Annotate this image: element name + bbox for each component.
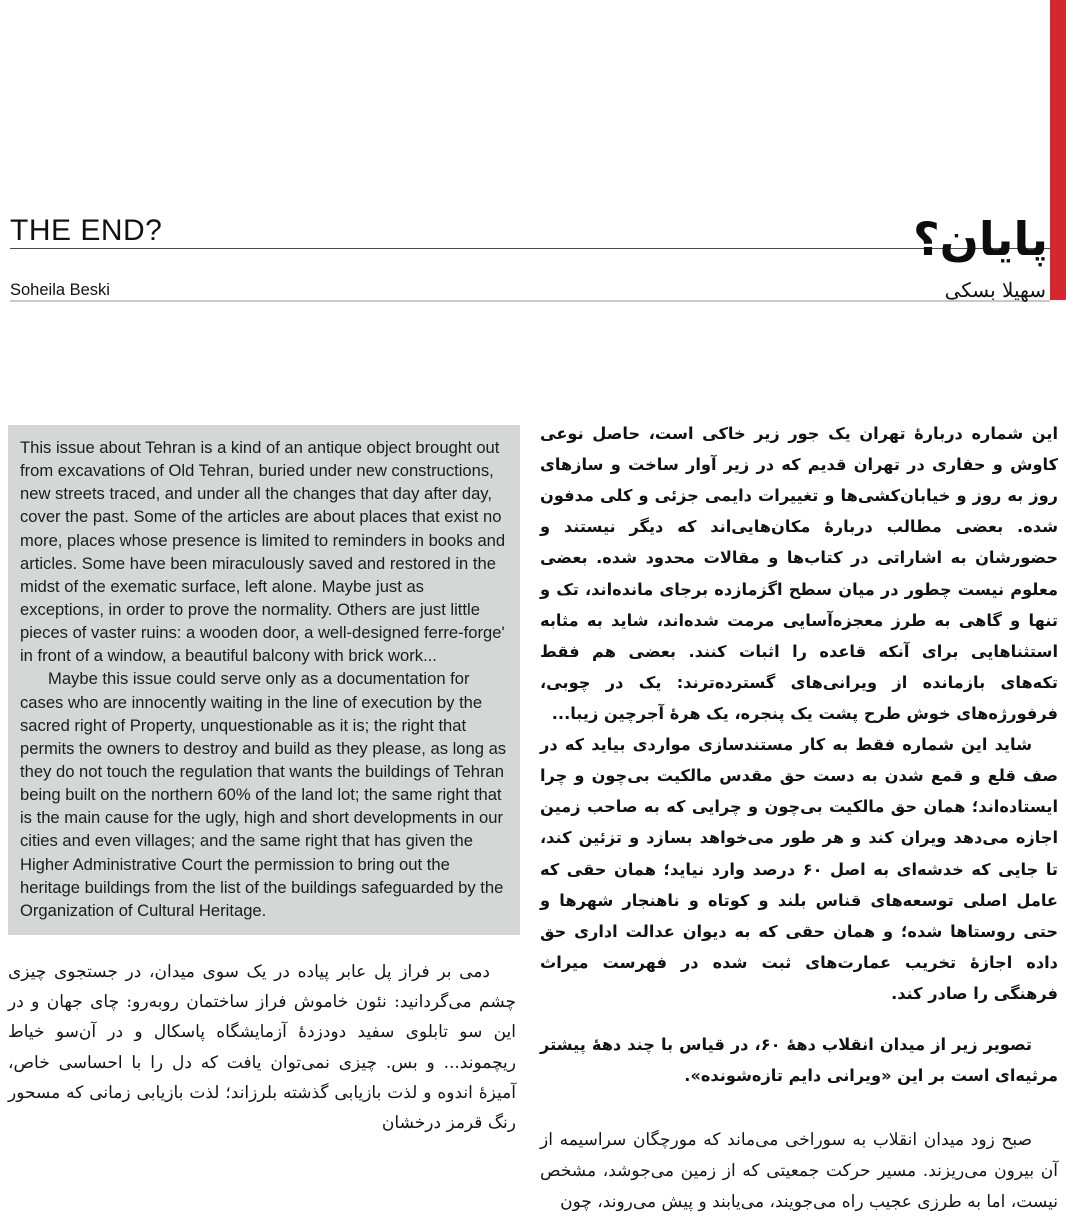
column-persian (540, 418, 1058, 1218)
abstract-panel (8, 425, 520, 935)
column-english (8, 425, 520, 1138)
page-title-persian: پایان؟ (912, 212, 1048, 266)
left-column-persian-continuation (8, 957, 520, 1139)
author-byline-persian: سهیلا بسکی (944, 278, 1046, 302)
persian-lead-block (540, 418, 1058, 1009)
page-title-english: THE END? (10, 214, 163, 247)
abstract-paragraph-2: Maybe this issue could serve only as a documentation for cases who are innocently waiting in the line of execution by the sacred right of Property, unquestionable as it is; the right that permits the owners to destroy and build as they please, as long as they do not touch the regulation that wants the buildings of Tehran being built on the northern 60% of the land lot; the same right that is the main cause for the ugly, high and short developments in our cities and even villages; and the same right that has given the Higher Administrative Court the permission to bring out the heritage buildings from the list of the buildings safeguarded by the Organization of Cultural Heritage. (20, 669, 507, 920)
persian-body-block (540, 1125, 1058, 1218)
abstract-paragraph-1: This issue about Tehran is a kind of an antique object brought out from excavations of Old Tehran, buried under new constructions, new streets traced, and under all the changes that day after day, cover the past. Some of the articles are about places that exist no more, places whose presence is limited to reminders in books and articles. Some have been miraculously saved and restored in the midst of the exematic surface, left alone. Maybe just as exceptions, in order to prove the normality. Others are just little pieces of vaster ruins: a wooden door, a well-designed ferre-forge' in front of a window, a beautiful balcony with brick work... (20, 438, 506, 666)
author-byline-english: Soheila Beski (10, 280, 110, 299)
persian-lead-paragraph-2: شاید این شماره فقط به کار مستندسازی مواردی بیاید که در صف قلع و قمع شدن به دست حق مقدس مالکیت بی‌چون و چرا ایستاده‌اند؛ همان حق مالکیت بی‌چون و چرایی که به صاحب زمین اجازه می‌دهد ویران کند و هر طور می‌خواهد بسازد و تزئین کند، تا جایی که خدشه‌ای به اصل ۶۰ درصد وارد نیاید؛ همان حقی که عامل اصلی توسعه‌های قناس بلند و کوتاه و ناهنجار شهرها و حتی روستاها شده؛ و همان حقی که به دیوان عدالت اداری حق داده اجازهٔ تخریب عمارت‌های ثبت شده در فهرست میراث فرهنگی را صادر کند. (540, 735, 1059, 1003)
persian-image-caption: تصویر زیر از میدان انقلاب دههٔ ۶۰، در قیاس با چند دههٔ پیشتر مرثیه‌ای است بر این «ویرانی دایم تازه‌شونده». (540, 1035, 1058, 1086)
left-column-persian-paragraph-1: دمی بر فراز پل عابر پیاده در یک سوی میدان، در جستجوی چیزی چشم می‌گردانید: نئون خاموش فراز ساختمان روبه‌رو: چای جهان و در این سو تابلوی سفید دودزدهٔ آزمایشگاه پاسکال و در آن‌سو خیاط ریچموند... و بس. چیزی نمی‌توان یافت که دل را با احساسی خاص، آمیزهٔ اندوه و لذت بازیابی گذشته بلرزاند؛ لذت بازیابی زمانی که مسحور رنگ قرمز درخشان (8, 961, 516, 1134)
persian-body-paragraph-1: صبح زود میدان انقلاب به سوراخی می‌ماند که مورچگان سراسیمه از آن بیرون می‌ریزند. مسیر حرکت جمعیتی که از زمین می‌جوشد، مشخص نیست، اما به طرزی عجیب راه می‌جویند، می‌یابند و پیش می‌روند، چون (540, 1130, 1058, 1213)
persian-lead-paragraph-1: این شماره دربارهٔ تهران یک جور زیر خاکی است، حاصل نوعی کاوش و حفاری در تهران قدیم که در زیر آوار ساخت و سازهای روز به روز و خیابان‌کشی‌ها و تغییرات دایمی جزئی و کلی مدفون شده. بعضی مطالب دربارهٔ مکان‌هایی‌اند که دیگر نیستند و حضورشان به اشاراتی در کتاب‌ها و مقالات محدود شده. بعضی معلوم نیست چطور در میان سطح اگزمازده برجای مانده‌اند، تک و تنها و گاهی به طرز معجزه‌آسایی مرمت شده‌اند، شاید به مثابه استثناهایی برای آنکه قاعده را اثبات کنند. بعضی هم فقط تکه‌های بازمانده از ویرانی‌های گسترده‌ترند: یک در چوبی، فرفورژه‌های خوش طرح پشت یک پنجره، یک هرهٔ آجرچین زیبا... (540, 424, 1058, 723)
